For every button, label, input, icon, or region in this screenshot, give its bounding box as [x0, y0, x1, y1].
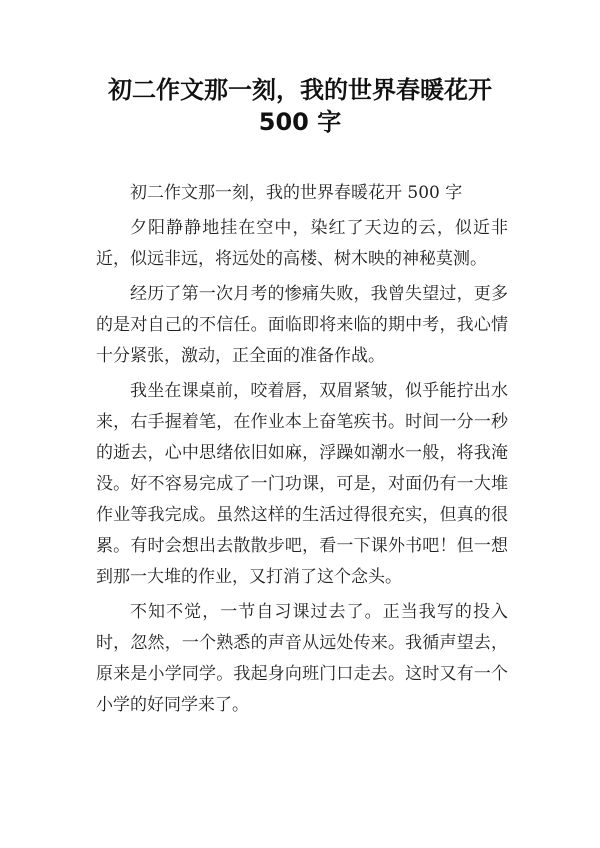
- title-line-1: 初二作文那一刻，我的世界春暖花开: [108, 76, 492, 104]
- paragraph-1: 初二作文那一刻，我的世界春暖花开 500 字: [130, 183, 463, 203]
- paragraph-5: 不知不觉，一节自习课过去了。正当我写的投入时，忽然，一个熟悉的声音从远处传来。我循声望去，原来是小学同学。我起身向班门口走去。这时又有一个小学的好同学来了。: [96, 602, 508, 715]
- paragraph-4: 我坐在课桌前，咬着唇，双眉紧皱，似乎能拧出水来，右手握着笔，在作业本上奋笔疾书。时间一分一秒的逝去，心中思绪依旧如麻，浮躁如潮水一般，将我淹没。好不容易完成了一门功课，可是，对面仍有一大堆作业等我完成。虽然这样的生活过得很充实，但真的很累。有时会想出去散散步吧，看一下课外书吧！但一想到那一大堆的作业，又打消了这个念头。: [96, 381, 508, 587]
- title-line-2: 500 字: [258, 108, 342, 136]
- paragraph-2: 夕阳静静地挂在空中，染红了天边的云，似近非近，似远非远，将远处的高楼、树木映的神秘莫测。: [96, 218, 508, 269]
- paragraph-3: 经历了第一次月考的惨痛失败，我曾失望过，更多的是对自己的不信任。面临即将来临的期中考，我心情十分紧张，激动，正全面的准备作战。: [96, 284, 508, 366]
- document-body: [96, 178, 508, 721]
- document-title: [0, 74, 600, 138]
